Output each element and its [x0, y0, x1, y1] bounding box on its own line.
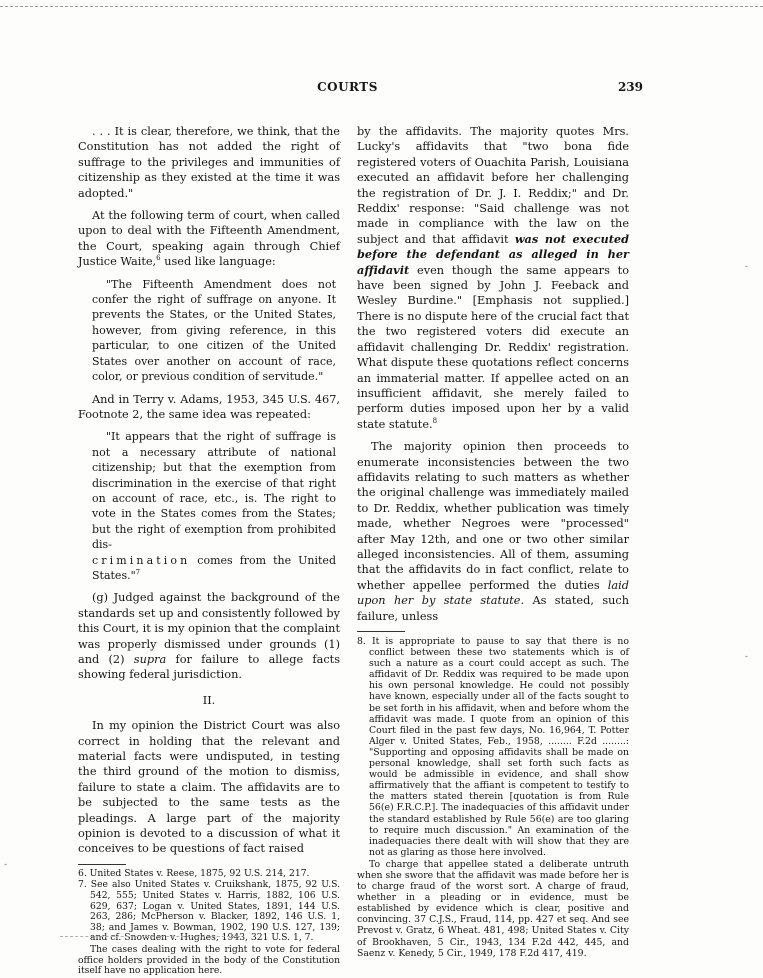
paragraph-affidavits: by the affidavits. The majority quotes Mrs. Lucky's affidavits that "two bona fide registered voters of Ouachita Parish, Louisiana executed an affidavit before her challenging the registration of Dr. J. I. Reddix;" and Dr. Reddix' response: "Said challenge was not made in compliance with the law on the subject and that affidavit was not executed before the defendant as alleged in her affidavit even though the same appears to have been signed by John J. Feeback and Wesley Burdine." [Emphasis not supplied.] There is no dispute here of the crucial fact that the two registered voters did execute an affidavit challenging Dr. Reddix' registration. What dispute these quotations reflect concerns an immaterial matter. If appellee acted on an insufficient affidavit, she merely failed to perform duties imposed upon her by a valid state statute.$^8$ — [357, 125, 629, 431]
footnote-divider-right — [357, 631, 405, 632]
footnote-6: 6. United States v. Reese, 1875, 92 U.S. 214, 217. — [78, 867, 310, 879]
paragraph-inconsistencies: The majority opinion then proceeds to enumerate inconsistencies between the two affidavits relating to such matters as whether the original challenge was immediately mailed to Dr. Reddix, whether publication was timely made, whether Negroes were "processed" after May 12th, and one or two other similar alleged inconsistencies. All of them, assuming that the affidavits do in fact conflict, relate to whether appellee performed the duties laid upon her by state statute. As stated, such failure, unless — [357, 440, 629, 623]
footnote-8-continued: To charge that appellee stated a deliberate untruth when she swore that the affidavit was made before her is to charge fraud of the worst sort. A charge of fraud, whether in a pleading or in evidence, must be established by evidence which is clear, positive and convincing. 37 C.J.S., Fraud, 114, pp. 427 et seq. And see Prevost v. Gratz, 6 Wheat. 481, 498; United States v. City of Brookhaven, 5 Cir., 1943, 134 F.2d 442, 445, and Saenz v. Kenedy, 5 Cir., 1949, 178 F.2d 417, 419. — [357, 858, 629, 959]
paragraph-fifteenth-amendment: At the following term of court, when called upon to deal with the Fifteenth Amendment, the Court, speaking again through Chief Justice Waite,$^6$ used like language: — [78, 209, 340, 269]
footnote-ref-7[interactable]: 7 — [135, 568, 141, 577]
footnote-8: 8. It is appropriate to pause to say that there is no conflict between these two statements which is of such a nature as a court could accept as such. The affidavit of Dr. Reddix was required to be made upon his own personal knowledge. He could not possibly have known, especially under all of the facts sought to be set forth in his affidavit, when and before whom the affidavit was made. I quote from an opinion of this Court filed in the past few days, No. 16,964, T. Potter Alger v. United States, Feb., 1958, ........ F.2d ........: "Supporting and opposing affidavits shall be made on personal knowledge, shall set forth such facts as would be admissible in evidence, and shall show affirmatively that the affiant is competent to testify to the matters stated therein [quotation is from Rule 56(e) F.R.C.P.]. The inadequacies of this affidavit under the standard established by Rule 56(e) are too glaring to require much discussion." An examination of the inadequacies there dealt with will show that they are not as glaring as those here involved. — [357, 636, 629, 858]
paragraph-district-court: In my opinion the District Court was also correct in holding that the relevant and material facts were undisputed, in testing the third ground of the motion to dismiss, failure to state a claim. The affidavits are to be subjected to the same tests as the pleadings. A large part of the majority opinion is devoted to a discussion of what it conceives to be questions of fact raised — [78, 719, 340, 856]
left-column — [78, 124, 340, 978]
page-number: 239 — [617, 80, 643, 94]
paragraph-g-judged: (g) Judged against the background of the standards set up and consistently followed by this Court, it is my opinion that the complaint was properly dismissed under grounds (1) and (2) supra for failure to allege facts showing federal jurisdiction. — [78, 591, 340, 682]
page-bottom-edge — [60, 936, 240, 937]
block-quote-terry: "It appears that the right of suffrage is not a necessary attribute of national citizenship; but that the exemption from discrimination in the exercise of that right on account of race, etc., is. The right to vote in the States comes from the States; but the right of exemption from prohibited dis- crimination comes from the United States."$^7$ — [92, 430, 336, 582]
paragraph-terry-v-adams: And in Terry v. Adams, 1953, 345 U.S. 467, Footnote 2, the same idea was repeated: — [78, 392, 340, 421]
margin-mark: - — [745, 262, 749, 272]
right-column — [357, 124, 629, 960]
margin-mark: - — [745, 652, 749, 662]
footnote-7: 7. See also United States v. Cruikshank, 1875, 92 U.S. 542, 555; United States v. Harris, 1882, 106 U.S. 629, 637; Logan v. United States, 1891, 144 U.S. 263, 286; McPherson v. Blacker, 1892, 146 U.S. 1, 38; and James v. Bowman, 1902, 190 U.S. 127, 139; and cf. Snowden v. Hughes, 1943, 321 U.S. 1, 7. — [78, 879, 340, 944]
quote-continuation: . . . It is clear, therefore, we think, that the Constitution has not added the right of suffrage to the privileges and immunities of citizenship as they existed at the time it was adopted." — [78, 125, 340, 200]
section-heading: II. — [202, 693, 216, 707]
margin-mark: - — [4, 860, 8, 870]
footnote-ref-8[interactable]: 8 — [432, 416, 438, 425]
footnote-ref-6[interactable]: 6 — [156, 254, 161, 263]
running-header — [0, 80, 763, 96]
page-top-edge — [0, 6, 763, 7]
running-title: COURTS — [317, 80, 378, 94]
spaced-word: crimination — [92, 553, 191, 567]
block-quote-reese: "The Fifteenth Amendment does not confer the right of suffrage on anyone. It prevents the States, or the United States, however, from giving reference, in this particular, to one citizen of the United States over another on account of race, color, or previous condition of servitude." — [92, 277, 336, 384]
footnote-7-continued: The cases dealing with the right to vote for federal office holders provided in the body of the Constitution itself have no application here. — [78, 944, 340, 977]
emphasized-quote: was not executed before the defendant as alleged in her affidavit — [357, 231, 629, 277]
footnote-divider — [78, 864, 126, 865]
